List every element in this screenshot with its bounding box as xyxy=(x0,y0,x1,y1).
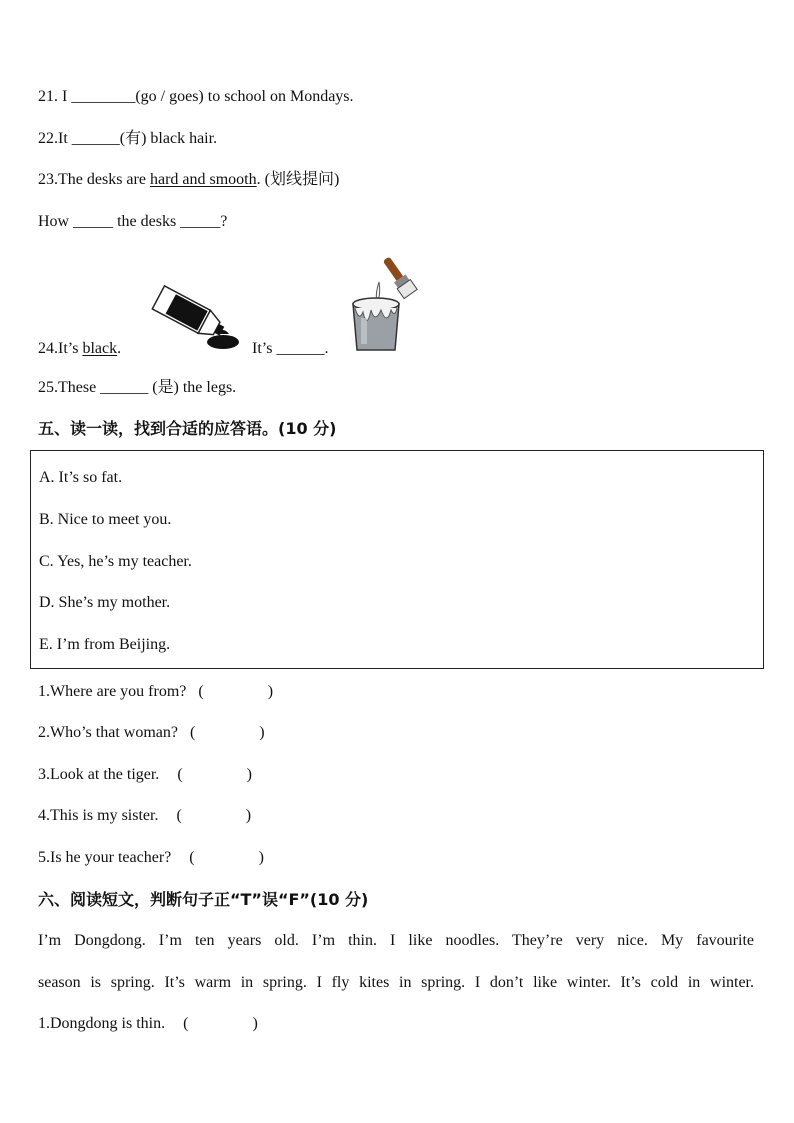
question-24-prefix: 24.It’s xyxy=(38,340,83,357)
answer-bracket[interactable]: ( ) xyxy=(189,724,265,741)
answer-bracket[interactable]: ( ) xyxy=(176,807,252,824)
match-question-2-text: 2.Who’s that woman? xyxy=(38,724,178,741)
judge-question-1 xyxy=(38,1014,258,1034)
question-24-underlined: black xyxy=(82,340,118,357)
question-23-suffix: . (划线提问) xyxy=(256,171,340,188)
option-b: B. Nice to meet you. xyxy=(39,511,172,528)
paint-tube-icon xyxy=(145,282,245,354)
option-d: D. She’s my mother. xyxy=(39,594,171,611)
match-question-4-text: 4.This is my sister. xyxy=(38,807,159,824)
match-question-3 xyxy=(38,765,252,785)
match-question-5-text: 5.Is he your teacher? xyxy=(38,849,172,866)
option-c: C. Yes, he’s my teacher. xyxy=(39,553,192,570)
question-23-rewrite: How _____ the desks _____? xyxy=(38,213,228,230)
match-question-1-text: 1.Where are you from? xyxy=(38,683,187,700)
match-question-3-text: 3.Look at the tiger. xyxy=(38,766,160,783)
reading-passage-line-2: season is spring. It’s warm in spring. I fly kites in spring. I don’t like winter. It’s cold in winter. xyxy=(38,974,754,991)
reading-passage-line-1: I’m Dongdong. I’m ten years old. I’m thin. I like noodles. They’re very nice. My favourite xyxy=(38,932,754,949)
paint-bucket-icon xyxy=(345,252,430,355)
question-25: 25.These ______ (是) the legs. xyxy=(38,379,237,396)
judge-question-1-text: 1.Dongdong is thin. xyxy=(38,1015,166,1032)
option-a: A. It’s so fat. xyxy=(39,469,123,486)
question-24 xyxy=(38,339,121,359)
match-question-1 xyxy=(38,682,273,702)
section-5-heading: 五、读一读，找到合适的应答语。(10 分) xyxy=(38,419,337,438)
question-22: 22.It ______(有) black hair. xyxy=(38,130,218,147)
answer-bracket[interactable]: ( ) xyxy=(177,766,252,783)
question-21: 21. I ________(go / goes) to school on Mondays. xyxy=(38,88,354,105)
match-question-2 xyxy=(38,723,265,743)
match-question-5 xyxy=(38,848,264,868)
match-question-4 xyxy=(38,806,251,826)
answer-bracket[interactable]: ( ) xyxy=(189,849,264,866)
question-24-answer: It’s ______. xyxy=(252,340,329,357)
question-23 xyxy=(38,170,339,190)
section-6-heading: 六、阅读短文，判断句子正“T”误“F”(10 分) xyxy=(38,890,369,909)
answer-bracket[interactable]: ( ) xyxy=(198,683,274,700)
question-23-prefix: 23.The desks are xyxy=(38,171,150,188)
options-box xyxy=(30,450,764,669)
question-23-underlined: hard and smooth xyxy=(149,171,257,188)
question-24-suffix: . xyxy=(117,340,122,357)
option-e: E. I’m from Beijing. xyxy=(39,636,171,653)
answer-bracket[interactable]: ( ) xyxy=(183,1015,258,1032)
